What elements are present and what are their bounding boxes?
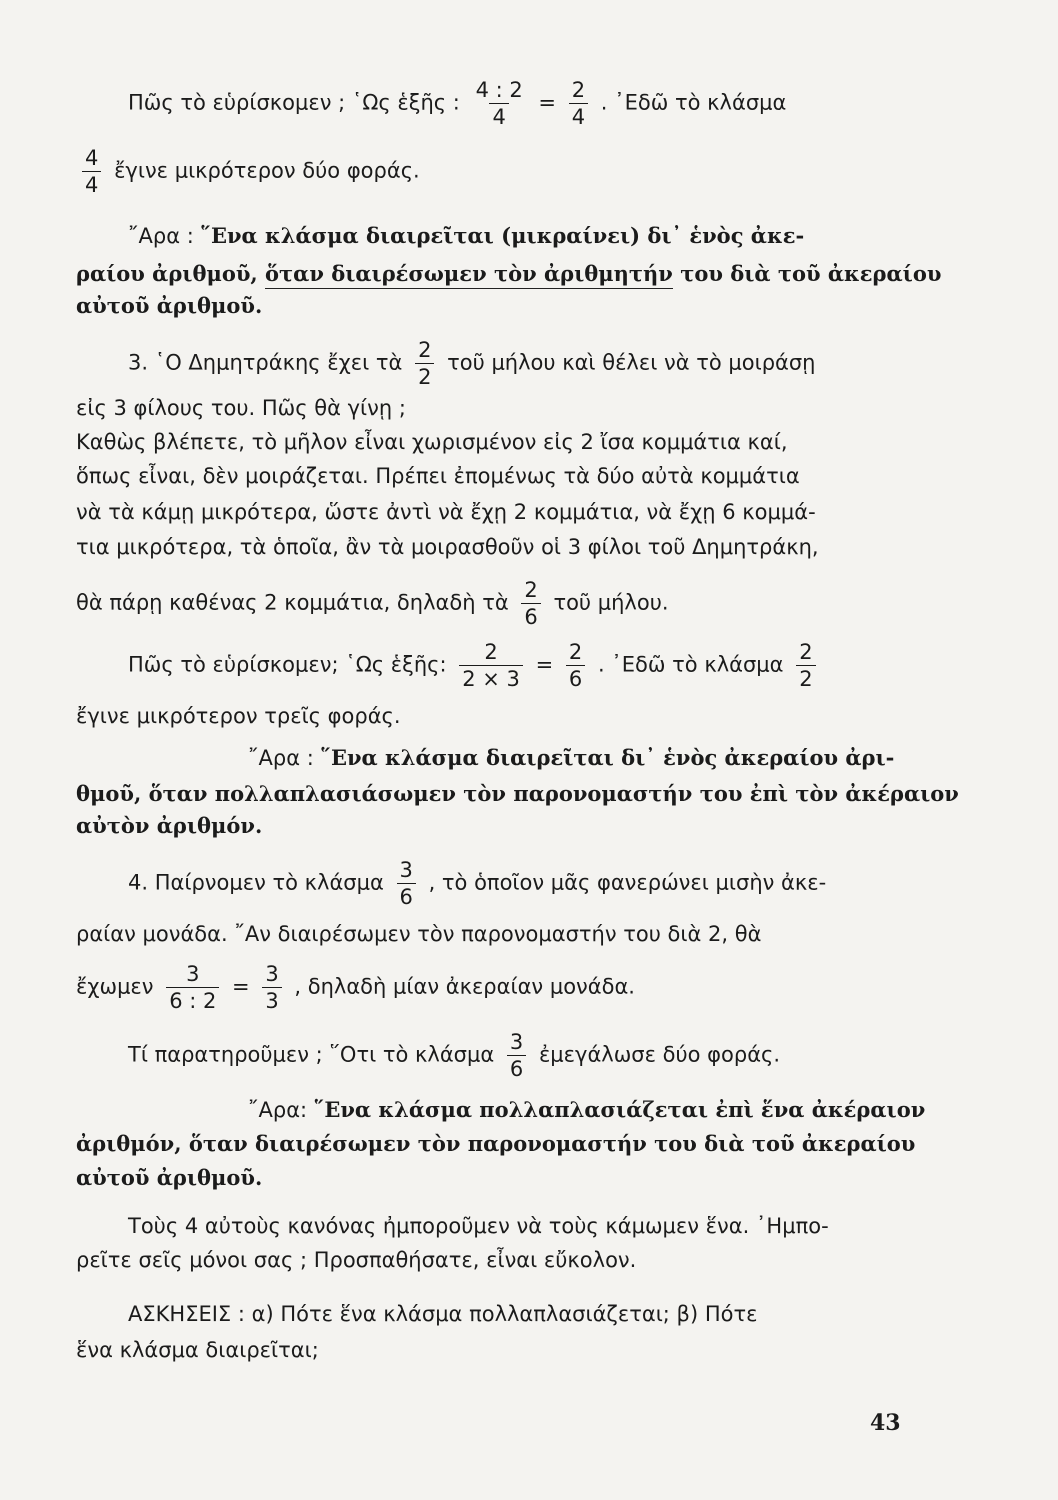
rule1-line1: ῎Αρα : ῞Ενα κλάσμα διαιρεῖται (μικραίνει) δι᾿ ἑνὸς ἀκε- (128, 223, 805, 248)
p4-line2: ἔγινε μικρότερον τρεῖς φοράς. (76, 704, 401, 728)
p1-line2: $\frac{4}{4}$ ἔγινε μικρότερον δύο φοράς. (76, 146, 876, 197)
p3-line5: νὰ τὰ κάμῃ μικρότερα, ὥστε ἀντὶ νὰ ἔχῃ 2 κομμάτια, νὰ ἔχῃ 6 κομμά- (76, 500, 816, 524)
p6-line2: ρεῖτε σεῖς μόνοι σας ; Προσπαθήσατε, εἶναι εὔκολον. (76, 1248, 637, 1272)
p3-line2: εἰς 3 φίλους του. Πῶς θὰ γίνῃ ; (76, 396, 406, 420)
fraction-2-over-6: $\frac{2}{6}$ (521, 578, 540, 629)
p6-line1: Τοὺς 4 αὐτοὺς κανόνας ἠμποροῦμεν νὰ τοὺς κάμωμεν ἕνα. ᾿Ημπο- (128, 1214, 829, 1238)
p1-lead: Πῶς τὸ εὑρίσκομεν ; ῾Ως ἑξῆς : (128, 90, 460, 115)
p3-line6: τια μικρότερα, τὰ ὁποῖα, ἂν τὰ μοιρασθοῦν οἱ 3 φίλοι τοῦ Δημητράκη, (76, 535, 819, 559)
page-number: 43 (870, 1410, 901, 1436)
fraction-4-2-over-4: $\frac{4 : 2}{4}$ (475, 78, 523, 129)
fraction-2-over-6b: $\frac{2}{6}$ (566, 640, 585, 691)
rule1-line2: ραίου ἀριθμοῦ, ὅταν διαιρέσωμεν τὸν ἀριθμητήν του διὰ τοῦ ἀκεραίου (76, 260, 876, 288)
fraction-2-over-2: $\frac{2}{2}$ (415, 338, 434, 389)
p3-line4: ὅπως εἶναι, δὲν μοιράζεται. Πρέπει ἐπομένως τὰ δύο αὐτὰ κομμάτια (76, 464, 800, 488)
rule1-underlined: ὅταν διαιρέσωμεν τὸν ἀριθμητήν (265, 261, 673, 289)
rule3-line1: ῎Αρα: ῞Ενα κλάσμα πολλαπλασιάζεται ἐπὶ ἕνα ἀκέραιον (248, 1097, 926, 1122)
p3-line3: Καθὼς βλέπετε, τὸ μῆλον εἶναι χωρισμένον εἰς 2 ἴσα κομμάτια καί, (76, 430, 788, 454)
fraction-3-over-6-2: $\frac{3}{6 : 2}$ (166, 962, 219, 1013)
fraction-2-over-2x3: $\frac{2}{2 \times 3}$ (459, 640, 523, 691)
p5-line2: ραίαν μονάδα. ῎Αν διαιρέσωμεν τὸν παρονομαστήν του διὰ 2, θὰ (76, 922, 762, 946)
p1-line1: Πῶς τὸ εὑρίσκομεν ; ῾Ως ἑξῆς : $\frac{4 : 2}{4}$ = $\frac{2}{4}$ . ᾿Εδῶ τὸ κλάσμα (128, 78, 787, 129)
rule2-line2: θμοῦ, ὅταν πολλαπλασιάσωμεν τὸν παρονομαστήν του ἐπὶ τὸν ἀκέραιον (76, 781, 959, 806)
rule3-line2: ἀριθμόν, ὅταν διαιρέσωμεν τὸν παρονομαστήν του διὰ τοῦ ἀκεραίου (76, 1131, 916, 1156)
rule2-line3: αὐτὸν ἀριθμόν. (76, 813, 263, 838)
exercises-line1: ΑΣΚΗΣΕΙΣ : α) Πότε ἕνα κλάσμα πολλαπλασιάζεται; β) Πότε (128, 1302, 758, 1326)
fraction-2-over-4: $\frac{2}{4}$ (569, 78, 588, 129)
fraction-2-over-2b: $\frac{2}{2}$ (796, 640, 815, 691)
p3-line7: θὰ πάρῃ καθένας 2 κομμάτια, δηλαδὴ τὰ $\frac{2}{6}$ τοῦ μήλου. (76, 578, 669, 629)
rule1-line3: αὐτοῦ ἀριθμοῦ. (76, 293, 263, 318)
exercises-line2: ἕνα κλάσμα διαιρεῖται; (76, 1338, 319, 1362)
rule3-line3: αὐτοῦ ἀριθμοῦ. (76, 1165, 263, 1190)
p5-line1: 4. Παίρνομεν τὸ κλάσμα $\frac{3}{6}$ , τὸ ὁποῖον μᾶς φανερώνει μισὴν ἀκε- (128, 858, 827, 909)
fraction-3-over-3: $\frac{3}{3}$ (262, 962, 281, 1013)
p4-line1: Πῶς τὸ εὑρίσκομεν; ῾Ως ἑξῆς: $\frac{2}{2 \times 3}$ = $\frac{2}{6}$ . ᾿Εδῶ τὸ κλάσμα $\frac{2}{2}$ (128, 640, 928, 691)
p5-line3: ἔχωμεν $\frac{3}{6 : 2}$ = $\frac{3}{3}$ , δηλαδὴ μίαν ἀκεραίαν μονάδα. (76, 962, 635, 1013)
fraction-4-over-4: $\frac{4}{4}$ (82, 146, 101, 197)
p3-line1: 3. ῾Ο Δημητράκης ἔχει τὰ $\frac{2}{2}$ τοῦ μήλου καὶ θέλει νὰ τὸ μοιράσῃ (128, 338, 816, 389)
fraction-3-over-6: $\frac{3}{6}$ (397, 858, 416, 909)
rule1-label: ῎Αρα : (128, 224, 194, 248)
p5-line4: Τί παρατηροῦμεν ; ῞Οτι τὸ κλάσμα $\frac{3}{6}$ ἐμεγάλωσε δύο φοράς. (128, 1030, 781, 1081)
rule2-line1: ῎Αρα : ῞Ενα κλάσμα διαιρεῖται δι᾿ ἑνὸς ἀκεραίου ἀρι- (248, 745, 895, 770)
fraction-3-over-6b: $\frac{3}{6}$ (507, 1030, 526, 1081)
